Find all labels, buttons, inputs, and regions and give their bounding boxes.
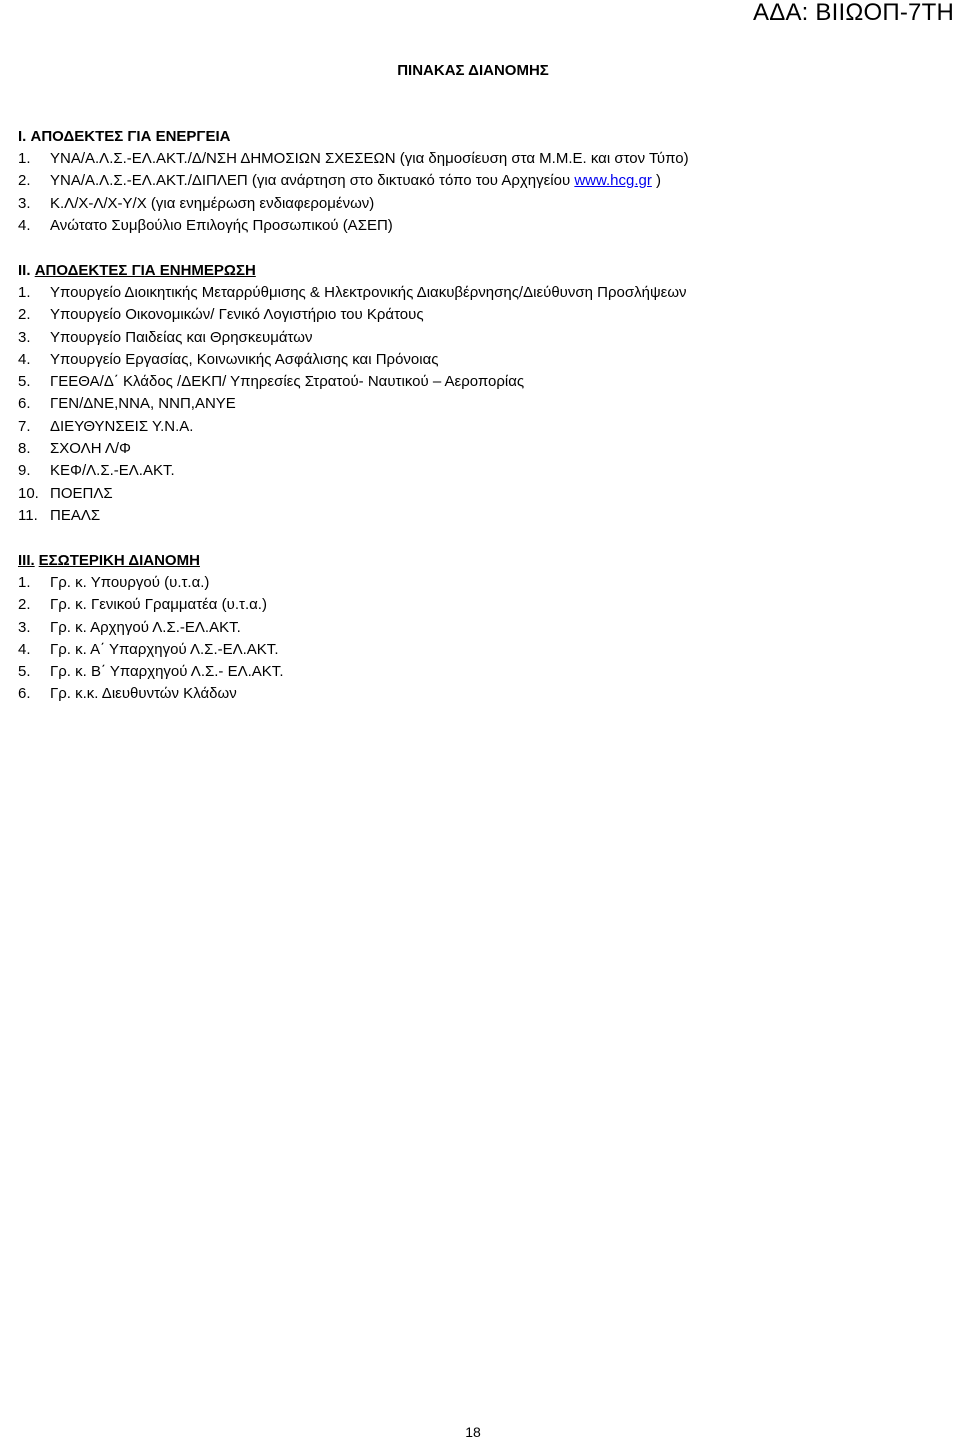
item-text: ΣΧΟΛΗ Λ/Φ: [50, 440, 132, 458]
item-number: 6.: [18, 395, 31, 413]
item-number: 5.: [18, 663, 31, 681]
item-number: 2.: [18, 306, 31, 324]
list-item: [18, 349, 948, 371]
list-item: [18, 683, 948, 705]
ada-code: ΑΔΑ: ΒΙΙΩΟΠ-7ΤΗ: [753, 0, 954, 26]
item-number: 11.: [18, 506, 38, 524]
item-number: 9.: [18, 462, 31, 480]
item-text: Υπουργείο Εργασίας, Κοινωνικής Ασφάλισης και Πρόνοιας: [50, 350, 439, 368]
list-item: [18, 460, 948, 482]
item-text: Ανώτατο Συμβούλιο Επιλογής Προσωπικού (ΑΣΕΠ): [50, 216, 393, 234]
item-text: ΚΕΦ/Λ.Σ.-ΕΛ.ΑΚΤ.: [50, 462, 175, 480]
list-item: [18, 661, 948, 683]
section-roman: III.: [18, 552, 35, 569]
section-heading: [18, 260, 948, 282]
item-number: 6.: [18, 685, 31, 703]
item-number: 7.: [18, 417, 31, 435]
list-item: [18, 304, 948, 326]
item-text-after: ): [651, 172, 662, 190]
item-text: ΓΕΕΘΑ/Δ΄ Κλάδος /ΔΕΚΠ/ Υπηρεσίες Στρατού- Ναυτικού – Αεροπορίας: [50, 373, 525, 391]
list-item: [18, 639, 948, 661]
item-text-before: ΥΝΑ/Α.Λ.Σ.-ΕΛ.ΑΚΤ./ΔΙΠΛΕΠ (για ανάρτηση στο δικτυακό τόπο του Αρχηγείου: [50, 172, 575, 190]
list-item: [18, 282, 948, 304]
item-text: [50, 170, 661, 192]
item-number: 3.: [18, 194, 31, 212]
section-roman: I.: [18, 128, 27, 145]
section-heading: [18, 126, 948, 148]
item-number: 4.: [18, 216, 31, 234]
item-number: 4.: [18, 350, 31, 368]
list-item: [18, 393, 948, 415]
item-number: 3.: [18, 328, 31, 346]
item-text: Γρ. κ. Αρχηγού Λ.Σ.-ΕΛ.ΑΚΤ.: [50, 618, 241, 636]
section-recipients-information: [18, 260, 948, 527]
section-heading-label: ΑΠΟΔΕΚΤΕΣ ΓΙΑ ΕΝΗΜΕΡΩΣΗ: [34, 262, 256, 279]
item-number: 10.: [18, 484, 39, 502]
item-number: 2.: [18, 172, 31, 190]
list-item: [18, 594, 948, 616]
list-item: [18, 148, 948, 170]
page-number: 18: [465, 1424, 481, 1440]
list-item: [18, 416, 948, 438]
list-item: [18, 483, 948, 505]
hcg-website-link[interactable]: www.hcg.gr: [574, 172, 652, 190]
item-text: Υπουργείο Παιδείας και Θρησκευμάτων: [50, 328, 313, 346]
section-recipients-action: [18, 126, 948, 237]
list-item: [18, 327, 948, 349]
item-number: 2.: [18, 596, 31, 614]
item-text: ΠΟΕΠΛΣ: [50, 484, 113, 502]
list-item: [18, 617, 948, 639]
section-heading-label: ΕΣΩΤΕΡΙΚΗ ΔΙΑΝΟΜΗ: [38, 552, 200, 569]
item-number: 1.: [18, 574, 31, 591]
item-text: Γρ. κ. Υπουργού (υ.τ.α.): [50, 574, 210, 591]
item-number: 5.: [18, 373, 31, 391]
item-number: 3.: [18, 618, 31, 636]
item-number: 1.: [18, 150, 31, 167]
item-text: ΓΕΝ/ΔΝΕ,ΝΝΑ, ΝΝΠ,ΑΝΥΕ: [50, 395, 236, 413]
item-text: Γρ. κ.κ. Διευθυντών Κλάδων: [50, 685, 237, 703]
item-text: Υπουργείο Οικονομικών/ Γενικό Λογιστήριο του Κράτους: [50, 306, 424, 324]
section-internal-distribution: [18, 550, 948, 706]
item-text: Γρ. κ. Β΄ Υπαρχηγού Λ.Σ.- ΕΛ.ΑΚΤ.: [50, 663, 284, 681]
list-item: [18, 505, 948, 527]
item-text: Γρ. κ. Α΄ Υπαρχηγού Λ.Σ.-ΕΛ.ΑΚΤ.: [50, 640, 279, 658]
list-item: [18, 193, 948, 215]
page-title: ΠΙΝΑΚΑΣ ΔΙΑΝΟΜΗΣ: [397, 62, 549, 79]
list-item: [18, 572, 948, 594]
list-item: [18, 215, 948, 237]
section-heading: [18, 550, 948, 572]
list-item: [18, 371, 948, 393]
list-item: [18, 170, 948, 192]
item-text: Γρ. κ. Γενικού Γραμματέα (υ.τ.α.): [50, 596, 267, 614]
item-number: 1.: [18, 284, 31, 301]
list-item: [18, 438, 948, 460]
item-text: Κ.Λ/Χ-Λ/Χ-Υ/Χ (για ενημέρωση ενδιαφερομένων): [50, 194, 375, 212]
item-text: ΠΕΑΛΣ: [50, 506, 101, 524]
item-text: ΥΝΑ/Α.Λ.Σ.-ΕΛ.ΑΚΤ./Δ/ΝΣΗ ΔΗΜΟΣΙΩΝ ΣΧΕΣΕΩΝ (για δημοσίευση στα Μ.Μ.Ε. και στον Τύπο): [50, 150, 689, 167]
item-text: Υπουργείο Διοικητικής Μεταρρύθμισης & Ηλεκτρονικής Διακυβέρνησης/Διεύθυνση Προσλήψεων: [50, 284, 687, 301]
section-heading-label: ΑΠΟΔΕΚΤΕΣ ΓΙΑ ΕΝΕΡΓΕΙΑ: [30, 128, 231, 145]
item-text: ΔΙΕΥΘΥΝΣΕΙΣ Υ.Ν.Α.: [50, 417, 194, 435]
item-number: 4.: [18, 640, 31, 658]
item-number: 8.: [18, 440, 31, 458]
section-roman: II.: [18, 262, 31, 279]
